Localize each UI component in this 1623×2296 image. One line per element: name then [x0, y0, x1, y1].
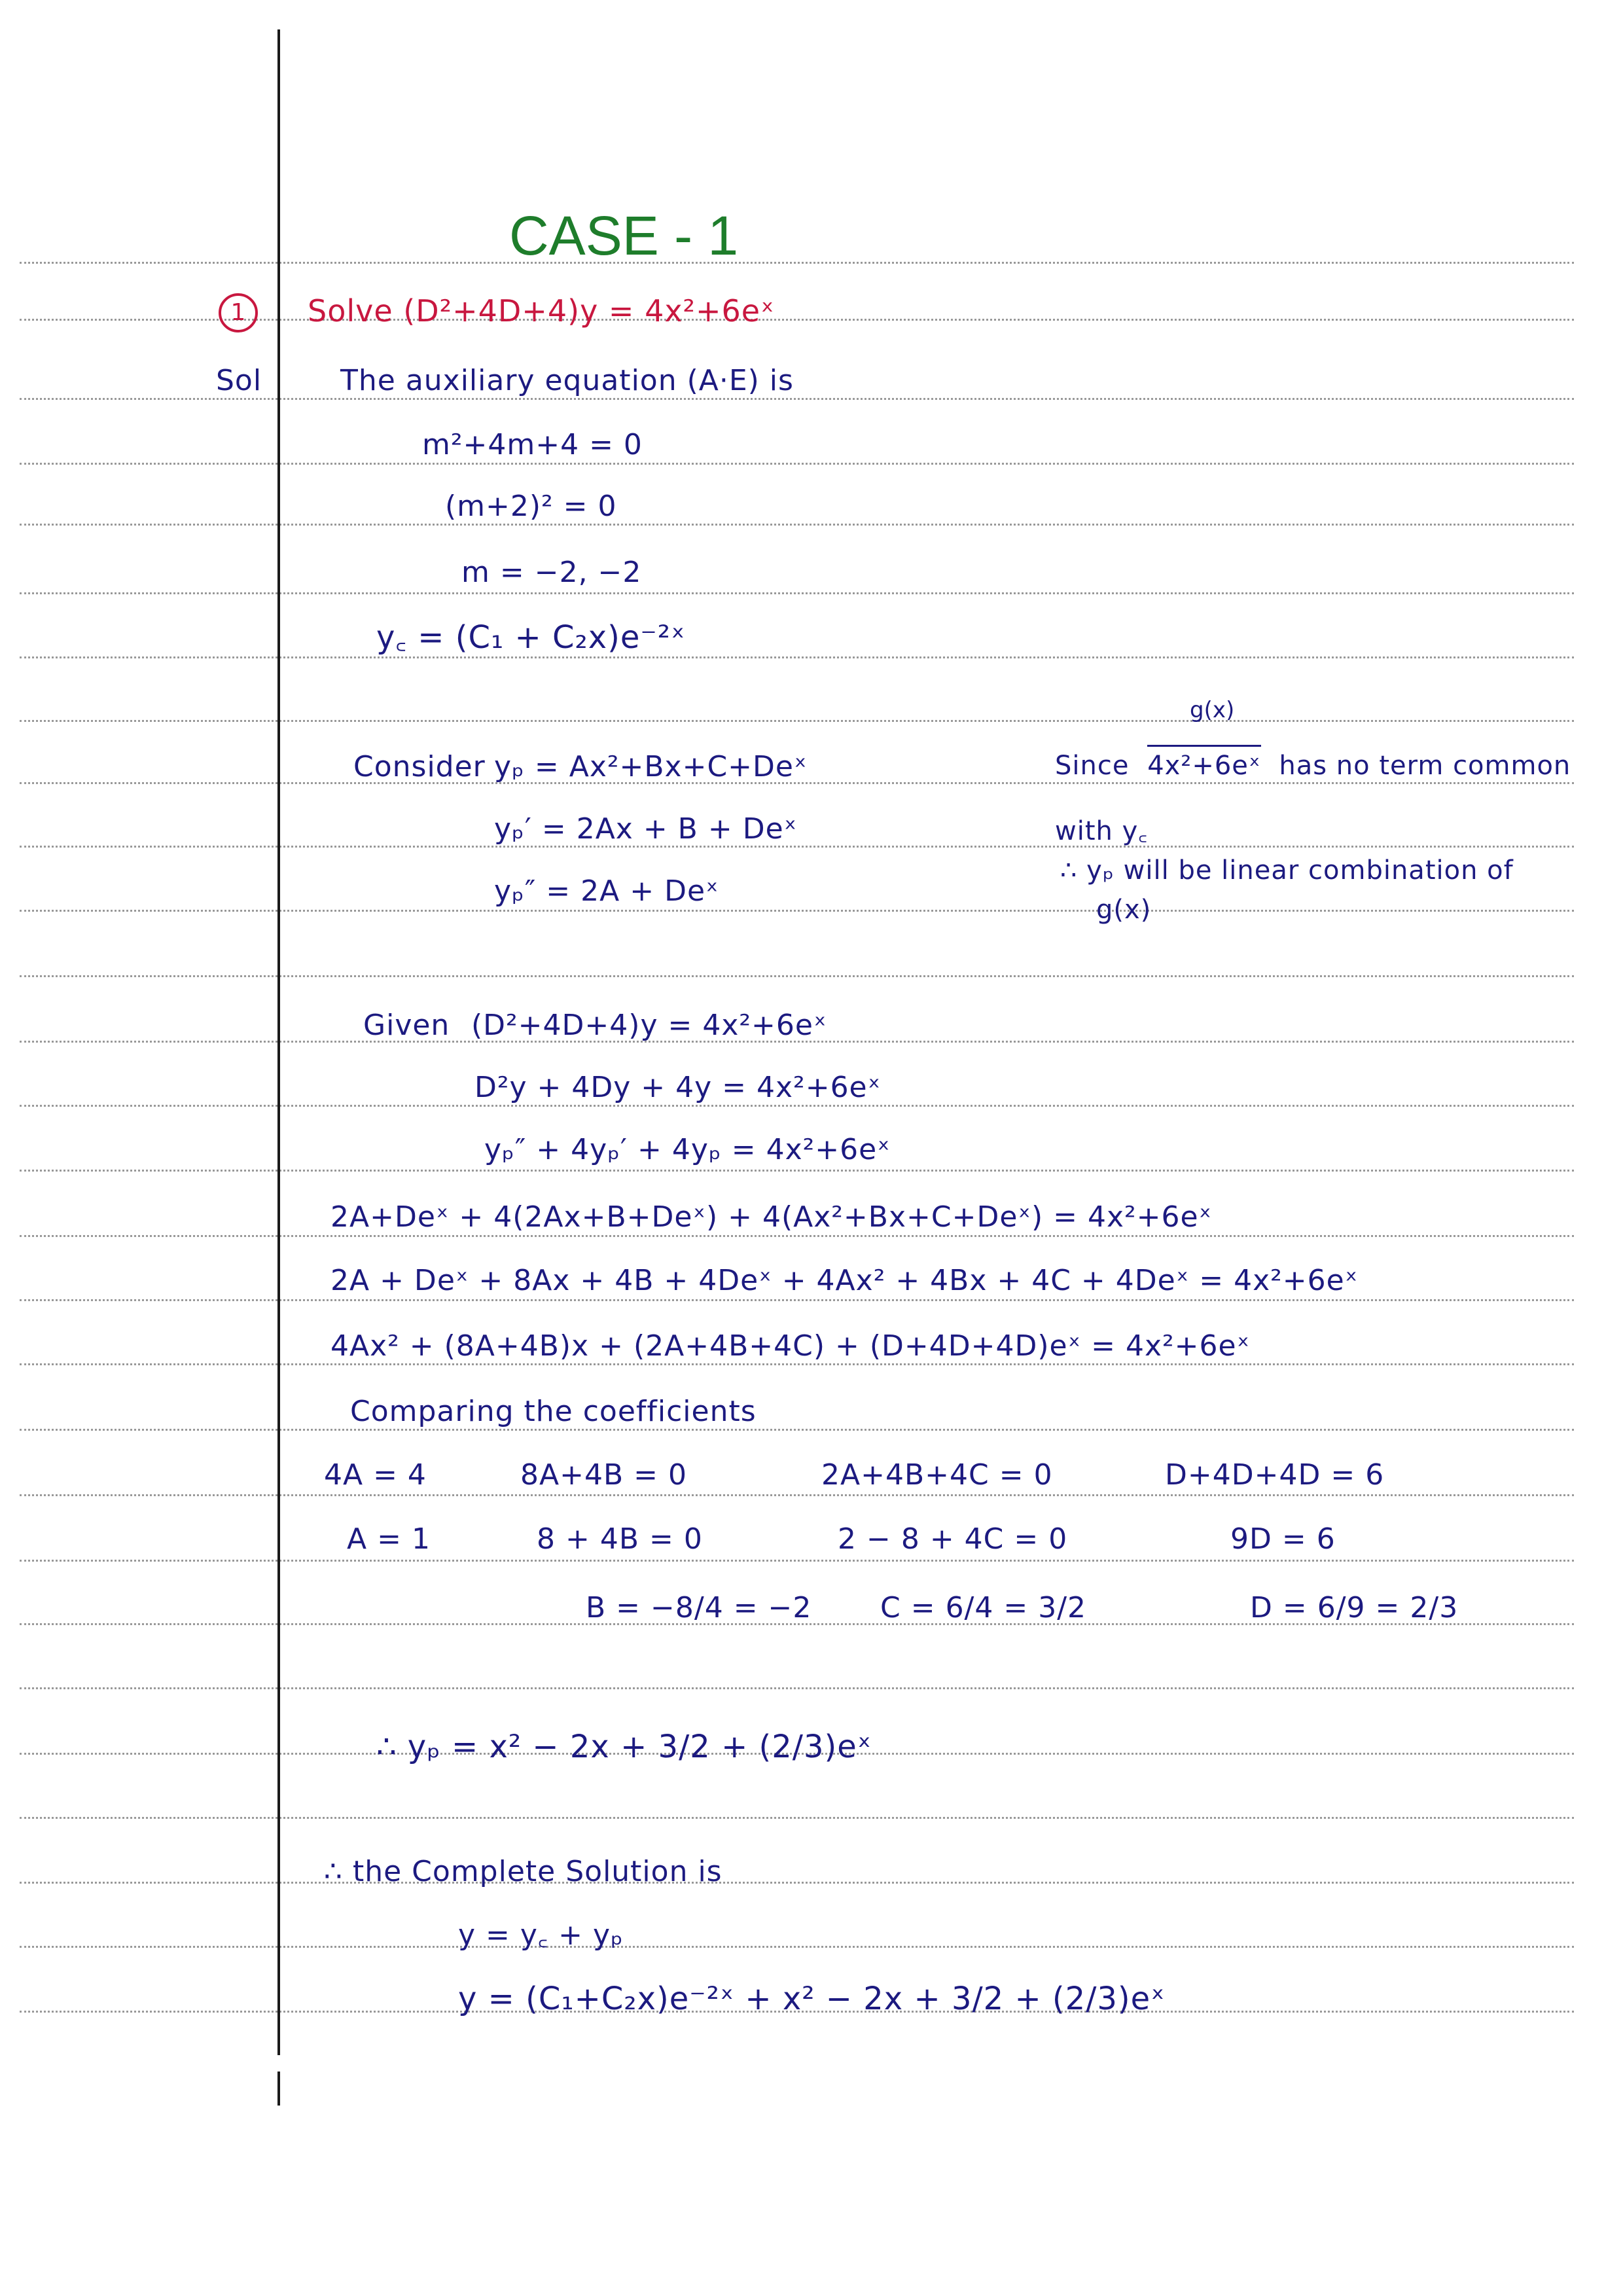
- solution-label: Sol: [216, 364, 262, 397]
- yp-first-derivative: yₚ′ = 2Ax + B + Deˣ: [494, 812, 798, 846]
- gx-expression: 4x²+6eˣ: [1147, 751, 1261, 781]
- page-title: CASE - 1: [509, 205, 739, 266]
- coef-d-step-3: D = 6/9 = 2/3: [1250, 1591, 1459, 1624]
- rule-line: [20, 1170, 1574, 1172]
- rule-line: [20, 398, 1574, 400]
- ae-step-3: m = −2, −2: [461, 556, 642, 589]
- rule-line: [20, 846, 1574, 848]
- rule-line: [20, 592, 1574, 594]
- coef-b-step-2: 8 + 4B = 0: [537, 1522, 703, 1556]
- rule-line: [20, 720, 1574, 722]
- coef-a-step-2: A = 1: [347, 1522, 431, 1556]
- comparing-label: Comparing the coefficients: [350, 1395, 757, 1428]
- rule-line: [20, 1560, 1574, 1562]
- rule-line: [20, 1429, 1574, 1431]
- rule-line: [20, 656, 1574, 658]
- rule-line: [20, 1299, 1574, 1301]
- coef-b-step-1: 8A+4B = 0: [520, 1458, 687, 1492]
- given-label: Given: [363, 1009, 450, 1042]
- complete-solution-sum: y = y꜀ + yₚ: [458, 1918, 624, 1952]
- rule-line: [20, 1946, 1574, 1948]
- rule-line: [20, 262, 1574, 264]
- gx-label: g(x): [1190, 697, 1235, 723]
- coef-c-step-3: C = 6/4 = 3/2: [880, 1591, 1087, 1624]
- coef-c-step-1: 2A+4B+4C = 0: [821, 1458, 1053, 1492]
- margin-line: [277, 29, 280, 2055]
- rule-line: [20, 910, 1574, 912]
- complete-solution-intro: ∴ the Complete Solution is: [324, 1855, 722, 1888]
- given-step-1: (D²+4D+4)y = 4x²+6eˣ: [471, 1009, 827, 1042]
- given-step-3: yₚ″ + 4yₚ′ + 4yₚ = 4x²+6eˣ: [484, 1133, 891, 1166]
- margin-line-tail: [277, 2072, 280, 2106]
- rule-line: [20, 1494, 1574, 1496]
- rule-line: [20, 1687, 1574, 1689]
- rule-line: [20, 1817, 1574, 1819]
- coef-b-step-3: B = −8/4 = −2: [586, 1591, 812, 1624]
- ae-step-2: (m+2)² = 0: [445, 490, 617, 523]
- consider-label: Consider: [353, 750, 486, 783]
- rule-line: [20, 975, 1574, 977]
- coef-c-step-2: 2 − 8 + 4C = 0: [838, 1522, 1068, 1556]
- coef-d-step-2: 9D = 6: [1230, 1522, 1336, 1556]
- rule-line: [20, 1363, 1574, 1365]
- particular-integral-result: ∴ yₚ = x² − 2x + 3/2 + (2/3)eˣ: [376, 1729, 872, 1765]
- ae-step-1: m²+4m+4 = 0: [422, 428, 643, 461]
- question-number-badge: 1: [219, 293, 258, 332]
- side-note-suffix: has no term common: [1279, 751, 1571, 781]
- rule-line: [20, 1882, 1574, 1884]
- problem-statement: Solve (D²+4D+4)y = 4x²+6eˣ: [308, 293, 775, 329]
- side-note-line-4: g(x): [1096, 895, 1152, 925]
- side-note-line-3: ∴ yₚ will be linear combination of: [1060, 855, 1514, 886]
- yp-second-derivative: yₚ″ = 2A + Deˣ: [494, 874, 719, 908]
- rule-line: [20, 463, 1574, 465]
- coef-d-step-1: D+4D+4D = 6: [1165, 1458, 1385, 1492]
- given-step-2: D²y + 4Dy + 4y = 4x²+6eˣ: [474, 1071, 882, 1104]
- final-answer: y = (C₁+C₂x)e⁻²ˣ + x² − 2x + 3/2 + (2/3)eˣ: [458, 1981, 1166, 2017]
- rule-line: [20, 1235, 1574, 1237]
- rule-line: [20, 1105, 1574, 1107]
- rule-line: [20, 524, 1574, 526]
- complementary-function: y꜀ = (C₁ + C₂x)e⁻²ˣ: [376, 619, 686, 656]
- substitution-step-1: 2A+Deˣ + 4(2Ax+B+Deˣ) + 4(Ax²+Bx+C+Deˣ) = 4x²+6eˣ: [330, 1200, 1213, 1234]
- side-note-since: Since: [1055, 751, 1130, 781]
- auxiliary-intro: The auxiliary equation (A·E) is: [340, 364, 794, 397]
- substitution-step-2: 2A + Deˣ + 8Ax + 4B + 4Deˣ + 4Ax² + 4Bx + 4C + 4Deˣ = 4x²+6eˣ: [330, 1264, 1359, 1297]
- side-note-line-2: with y꜀: [1055, 816, 1149, 846]
- yp-guess: yₚ = Ax²+Bx+C+Deˣ: [494, 750, 808, 783]
- substitution-step-3: 4Ax² + (8A+4B)x + (2A+4B+4C) + (D+4D+4D)eˣ = 4x²+6eˣ: [330, 1329, 1251, 1363]
- coef-a-step-1: 4A = 4: [324, 1458, 427, 1492]
